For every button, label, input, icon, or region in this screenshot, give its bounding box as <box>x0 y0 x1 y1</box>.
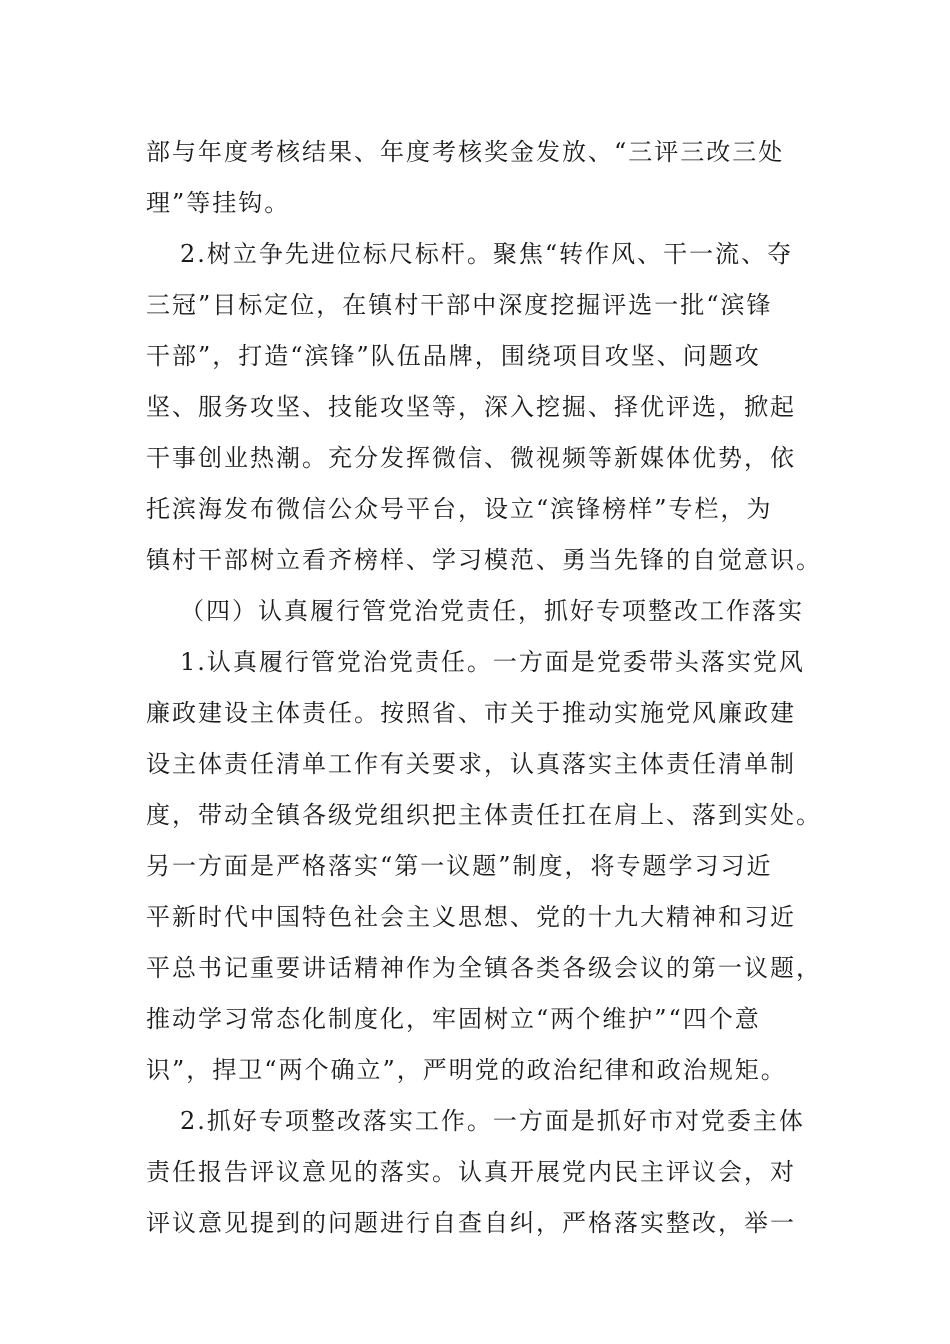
text-line: 理”等挂钩。 <box>146 189 291 217</box>
text-line: 设主体责任清单工作有关要求，认真落实主体责任清单制 <box>146 750 796 778</box>
paragraph-heading: 2.树立争先进位标尺标杆。聚焦“转作风、干一流、夺 <box>180 240 794 268</box>
text-line: 识”，捍卫“两个确立”，严明党的政治纪律和政治规矩。 <box>146 1056 787 1084</box>
text-line: 评议意见提到的问题进行自查自纠，严格落实整改，举一 <box>146 1209 796 1237</box>
text-line: 平新时代中国特色社会主义思想、党的十九大精神和习近 <box>146 903 796 931</box>
text-line: 部与年度考核结果、年度考核奖金发放、“三评三改三处 <box>146 138 785 166</box>
text-line: 廉政建设主体责任。按照省、市关于推动实施党风廉政建 <box>146 699 796 727</box>
section-heading: （四）认真履行管党治党责任，抓好专项整改工作落实 <box>180 597 804 625</box>
text-line: 度，带动全镇各级党组织把主体责任扛在肩上、落到实处。 <box>146 801 822 829</box>
text-line: 坚、服务攻坚、技能攻坚等，深入挖掘、择优评选，掀起 <box>146 393 796 421</box>
paragraph-heading: 2.抓好专项整改落实工作。一方面是抓好市对党委主体 <box>180 1107 805 1135</box>
text-line: 镇村干部树立看齐榜样、学习模范、勇当先锋的自觉意识。 <box>146 546 822 574</box>
text-line: 责任报告评议意见的落实。认真开展党内民主评议会，对 <box>146 1158 796 1186</box>
text-line: 托滨海发布微信公众号平台，设立“滨锋榜样”专栏，为 <box>146 495 773 523</box>
text-line: 干事创业热潮。充分发挥微信、微视频等新媒体优势，依 <box>146 444 796 472</box>
paragraph-heading: 1.认真履行管党治党责任。一方面是党委带头落实党风 <box>180 648 805 676</box>
text-line: 推动学习常态化制度化，牢固树立“两个维护”“四个意 <box>146 1005 761 1033</box>
text-line: 平总书记重要讲话精神作为全镇各类各级会议的第一议题， <box>146 954 822 982</box>
text-line: 另一方面是严格落实“第一议题”制度，将专题学习习近 <box>146 852 773 880</box>
text-line: 干部”，打造“滨锋”队伍品牌，围绕项目攻坚、问题攻 <box>146 342 761 370</box>
text-line: 三冠”目标定位，在镇村干部中深度挖掘评选一批“滨锋 <box>146 291 773 319</box>
